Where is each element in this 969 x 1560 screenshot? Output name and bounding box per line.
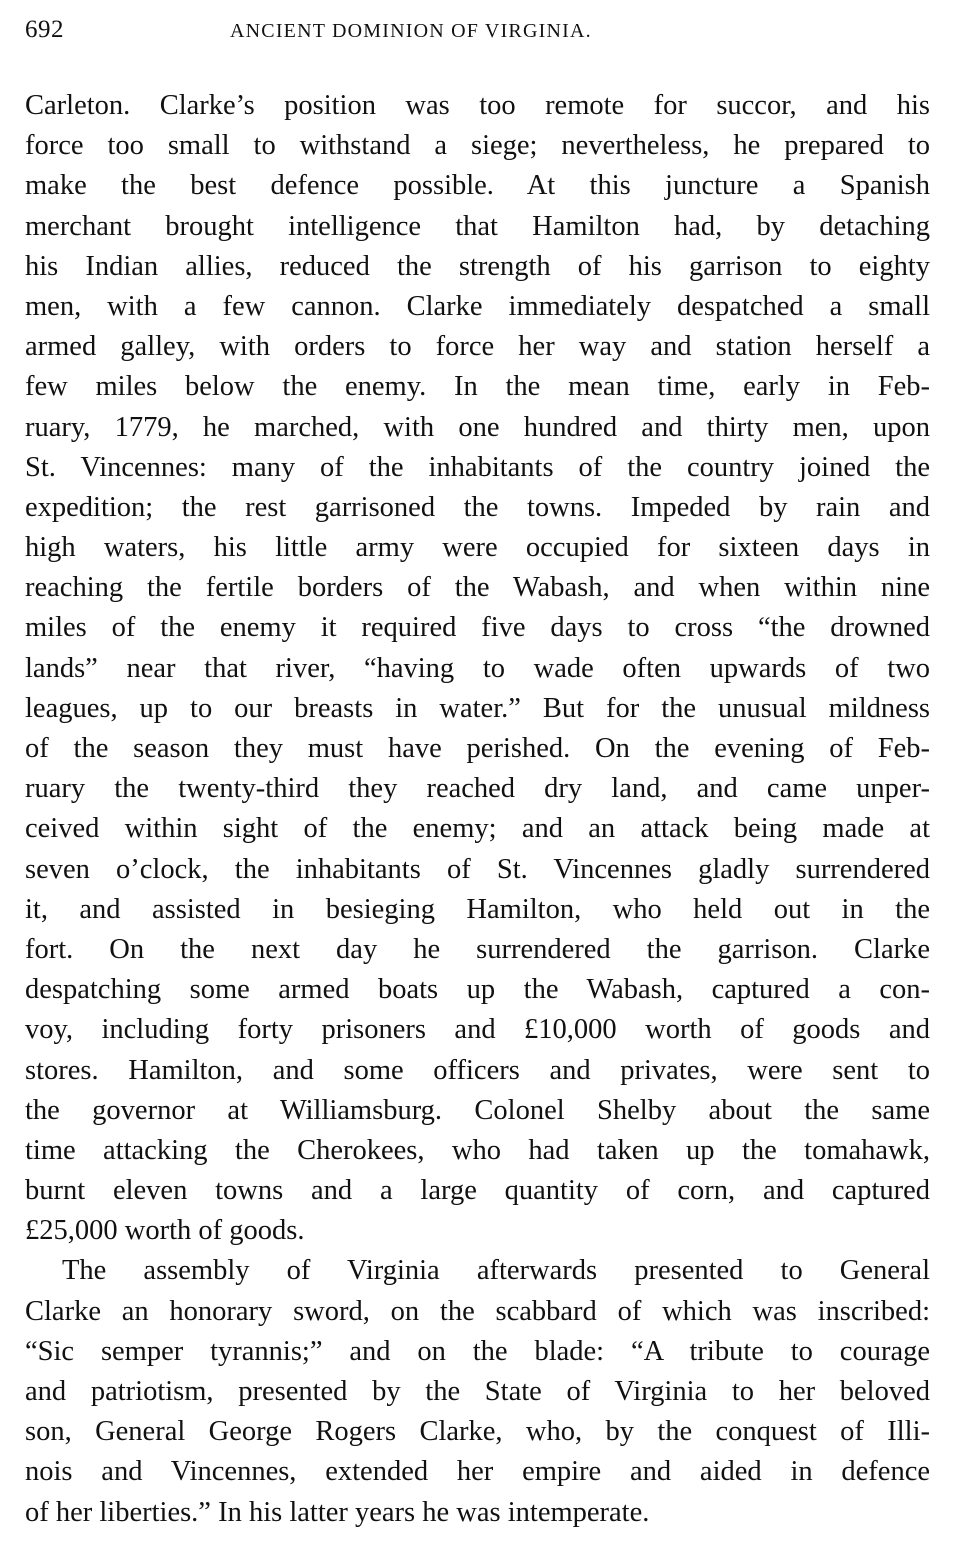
text-line: reaching the fertile borders of the Wabash, and when within nine [25, 572, 930, 604]
text-line: fort. On the next day he surrendered the garrison. Clarke [25, 933, 930, 965]
text-line: time attacking the Cherokees, who had taken up the tomahawk, [25, 1134, 930, 1166]
text-line: £25,000 worth of goods. [25, 1215, 305, 1247]
text-line: and patriotism, presented by the State of Virginia to her beloved [25, 1376, 930, 1407]
text-line: Carleton. Clarke’s position was too remote for succor, and his [25, 90, 930, 121]
text-line: nois and Vincennes, extended her empire and aided in defence [25, 1456, 930, 1488]
text-line: force too small to withstand a siege; nevertheless, he prepared to [25, 130, 930, 162]
text-line: seven o’clock, the inhabitants of St. Vincennes gladly surrendered [25, 853, 930, 885]
text-line: armed galley, with orders to force her way and station herself a [25, 331, 930, 363]
body-text [25, 86, 930, 1533]
running-title: ANCIENT DOMINION OF VIRGINIA. [230, 20, 592, 42]
text-line: ruary the twenty-third they reached dry land, and came unper- [25, 773, 930, 805]
text-line: son, General George Rogers Clarke, who, by the conquest of Illi- [25, 1416, 930, 1448]
text-line: make the best defence possible. At this juncture a Spanish [25, 170, 930, 202]
text-line: lands” near that river, “having to wade often upwards of two [25, 652, 930, 684]
text-line: his Indian allies, reduced the strength of his garrison to eighty [25, 250, 930, 282]
text-line: miles of the enemy it required five days to cross “the drowned [25, 612, 930, 644]
text-line: Clarke an honorary sword, on the scabbard of which was inscribed: [25, 1295, 930, 1327]
text-line: merchant brought intelligence that Hamilton had, by detaching [25, 210, 930, 242]
paragraph [25, 86, 930, 1251]
text-line: burnt eleven towns and a large quantity of corn, and captured [25, 1175, 930, 1207]
text-line: men, with a few cannon. Clarke immediately despatched a small [25, 290, 930, 322]
text-line: it, and assisted in besieging Hamilton, who held out in the [25, 893, 930, 925]
text-line: the governor at Williamsburg. Colonel Shelby about the same [25, 1094, 930, 1126]
text-line: “Sic semper tyrannis;” and on the blade: “A tribute to courage [25, 1335, 930, 1367]
paragraph [25, 1251, 930, 1532]
text-line: of her liberties.” In his latter years he was intemperate. [25, 1496, 650, 1528]
text-line: leagues, up to our breasts in water.” But for the unusual mildness [25, 692, 930, 724]
text-line: St. Vincennes: many of the inhabitants of the country joined the [25, 451, 930, 483]
text-line: The assembly of Virginia afterwards presented to General [62, 1255, 930, 1287]
text-line: despatching some armed boats up the Wabash, captured a con- [25, 974, 930, 1006]
page-header [25, 12, 925, 52]
text-line: expedition; the rest garrisoned the towns. Impeded by rain and [25, 491, 930, 523]
text-line: high waters, his little army were occupied for sixteen days in [25, 532, 930, 564]
text-line: stores. Hamilton, and some officers and privates, were sent to [25, 1054, 930, 1086]
text-line: few miles below the enemy. In the mean time, early in Feb- [25, 371, 930, 403]
text-line: voy, including forty prisoners and £10,000 worth of goods and [25, 1014, 930, 1046]
page-number: 692 [25, 16, 64, 43]
text-line: of the season they must have perished. On the evening of Feb- [25, 733, 930, 764]
text-line: ceived within sight of the enemy; and an attack being made at [25, 813, 930, 845]
text-line: ruary, 1779, he marched, with one hundred and thirty men, upon [25, 411, 930, 443]
